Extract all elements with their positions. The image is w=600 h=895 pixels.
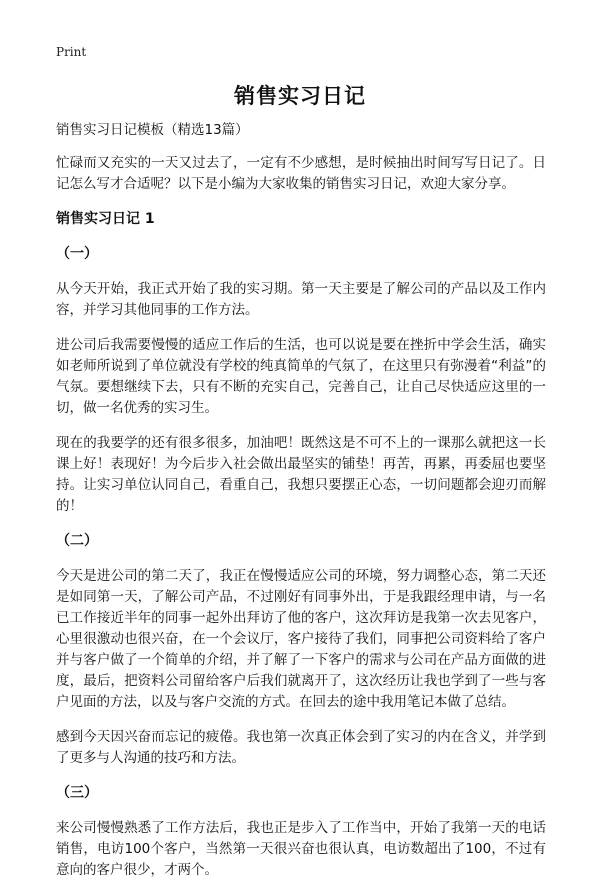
print-link[interactable]: Print <box>56 45 87 59</box>
section-paragraph: 今天是进公司的第二天了，我正在慢慢适应公司的环境，努力调整心态，第二天还是如同第一天，了解公司产品，不过刚好有同事外出，于是我跟经理申请，与一名已工作接近半年的同事一起外出拜访了他的客户，这次拜访是我第一次去见客户，心里很激动也很兴奋，在一个会议厅，客户接待了我们，同事把公司资料给了客户并与客户做了一个简单的介绍，并了解了一下客户的需求与公司在产品方面做的进度，最后，把资料公司留给客户后我们就离开了，这次经历让我也学到了一些与客户见面的方法，以及与客户交流的方式。在回去的途中我用笔记本做了总结。 <box>56 568 546 710</box>
section-paragraph: 感到今天因兴奋而忘记的疲倦。我也第一次真正体会到了实习的内在含义，并学到了更多与人沟通的技巧和方法。 <box>56 729 546 766</box>
section-label: （三） <box>56 785 98 801</box>
section-paragraph: 进公司后我需要慢慢的适应工作后的生活，也可以说是要在挫折中学会生活，确实如老师所说到了单位就没有学校的纯真简单的气氛了，在这里只有弥漫着“利益”的气氛。要想继续下去，只有不断的充实自己，完善自己，让自己尽快适应这里的一切，做一名优秀的实习生。 <box>56 337 546 416</box>
article-heading: 销售实习日记 1 <box>56 211 155 227</box>
section-label: （二） <box>56 533 98 549</box>
section-paragraph: 现在的我要学的还有很多很多，加油吧！既然这是不可不上的一课那么就把这一长课上好！表现好！为今后步入社会做出最坚实的铺垫！再苦，再累，再委屈也要坚持。让实习单位认同自己，看重自己，我想只要摆正心态，一切问题都会迎刃而解的！ <box>56 435 546 514</box>
section-paragraph: 来公司慢慢熟悉了工作方法后，我也正是步入了工作当中，开始了我第一天的电话销售，电访100个客户，当然第一天很兴奋也很认真，电访数超出了100，不过有意向的客户很少，才两个。 <box>56 820 546 878</box>
document-title: 销售实习日记 <box>234 84 366 108</box>
intro-paragraph: 忙碌而又充实的一天又过去了，一定有不少感想，是时候抽出时间写写日记了。日记怎么写才合适呢？以下是小编为大家收集的销售实习日记，欢迎大家分享。 <box>56 155 546 192</box>
document-body <box>56 120 546 895</box>
document-subtitle: 销售实习日记模板（精选13篇） <box>56 122 249 138</box>
section-paragraph: 从今天开始，我正式开始了我的实习期。第一天主要是了解公司的产品以及工作内容，并学习其他同事的工作方法。 <box>56 281 546 318</box>
section-label: （一） <box>56 246 98 262</box>
